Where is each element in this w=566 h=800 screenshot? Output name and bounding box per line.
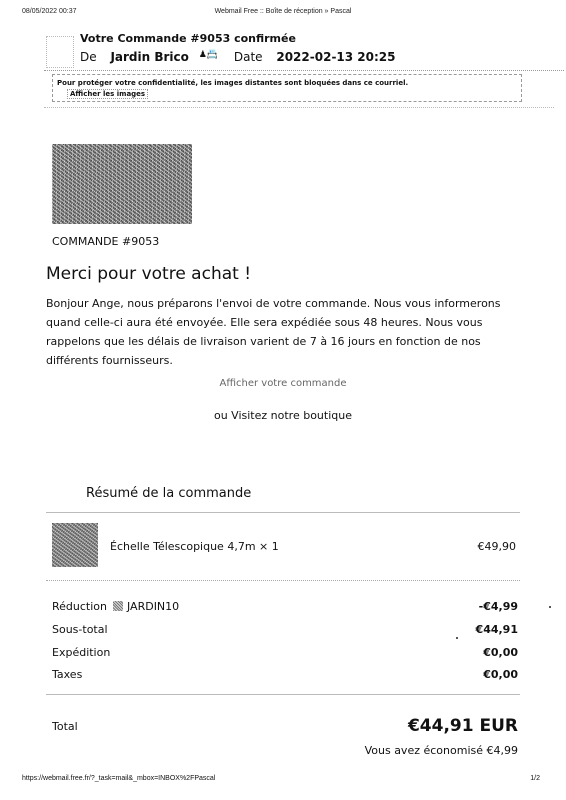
taxes-row bbox=[52, 668, 518, 681]
header-divider bbox=[44, 70, 564, 71]
mail-subject: Votre Commande #9053 confirmée bbox=[80, 32, 296, 45]
print-datetime: 08/05/2022 00:37 bbox=[22, 8, 77, 15]
contact-card-icon[interactable]: ♟📇 bbox=[198, 50, 219, 60]
order-message: Bonjour Ange, nous préparons l'envoi de votre commande. Nous vous informerons quand celle-ci aura été envoyée. Elle sera expédiée sous 48 heures. Nous vous rappelons que les délais de livraison varient de 7 à 16 jours en fonction de nos différents fournisseurs. bbox=[46, 297, 501, 367]
mail-date: 2022-02-13 20:25 bbox=[276, 50, 396, 64]
savings-text: Vous avez économisé €4,99 bbox=[364, 744, 518, 757]
remote-images-notice bbox=[52, 74, 522, 102]
tag-icon bbox=[113, 601, 123, 611]
shop-logo-image-blocked bbox=[52, 144, 192, 224]
shipping-value: €0,00 bbox=[483, 646, 518, 659]
product-thumbnail bbox=[52, 523, 98, 567]
total-label: Total bbox=[52, 720, 78, 733]
summary-divider-items bbox=[46, 580, 520, 581]
from-sender[interactable]: Jardin Brico bbox=[110, 50, 189, 64]
sender-avatar bbox=[46, 36, 74, 68]
view-order-link[interactable]: Afficher votre commande bbox=[219, 378, 347, 389]
subtotal-row bbox=[52, 623, 518, 636]
summary-divider-top bbox=[46, 512, 520, 513]
summary-title: Résumé de la commande bbox=[86, 486, 252, 501]
total-value: €44,91 EUR bbox=[407, 716, 518, 736]
print-url: https://webmail.free.fr/?_task=mail&_mbox=INBOX%2FPascal bbox=[22, 775, 216, 782]
discount-label: Réduction bbox=[52, 600, 107, 613]
header-divider-bottom bbox=[44, 107, 554, 108]
subtotal-value: €44,91 bbox=[475, 623, 518, 636]
shipping-label: Expédition bbox=[52, 646, 111, 659]
order-number: COMMANDE #9053 bbox=[52, 235, 160, 248]
taxes-label: Taxes bbox=[52, 668, 83, 681]
scan-speck bbox=[456, 637, 458, 639]
discount-row bbox=[52, 600, 518, 613]
summary-divider-total bbox=[46, 694, 520, 695]
page-number: 1/2 bbox=[530, 775, 540, 782]
subtotal-label: Sous-total bbox=[52, 623, 108, 636]
shipping-row bbox=[52, 646, 518, 659]
discount-code: JARDIN10 bbox=[127, 600, 180, 613]
mail-meta bbox=[80, 50, 396, 64]
taxes-value: €0,00 bbox=[483, 668, 518, 681]
show-images-button[interactable]: Afficher les images bbox=[67, 89, 148, 99]
visit-shop-link[interactable]: ou Visitez notre boutique bbox=[213, 409, 352, 422]
thanks-heading: Merci pour votre achat ! bbox=[46, 264, 252, 284]
date-label: Date bbox=[233, 50, 263, 64]
scan-speck bbox=[549, 606, 551, 608]
print-title: Webmail Free :: Boîte de réception » Pascal bbox=[214, 8, 352, 15]
privacy-notice-text: Pour protéger votre confidentialité, les images distantes sont bloquées dans ce courriel. bbox=[57, 79, 409, 87]
from-label: De bbox=[80, 50, 97, 64]
discount-value: -€4,99 bbox=[478, 600, 518, 613]
item-name: Échelle Télescopique 4,7m × 1 bbox=[110, 540, 279, 553]
item-price: €49,90 bbox=[477, 540, 516, 553]
